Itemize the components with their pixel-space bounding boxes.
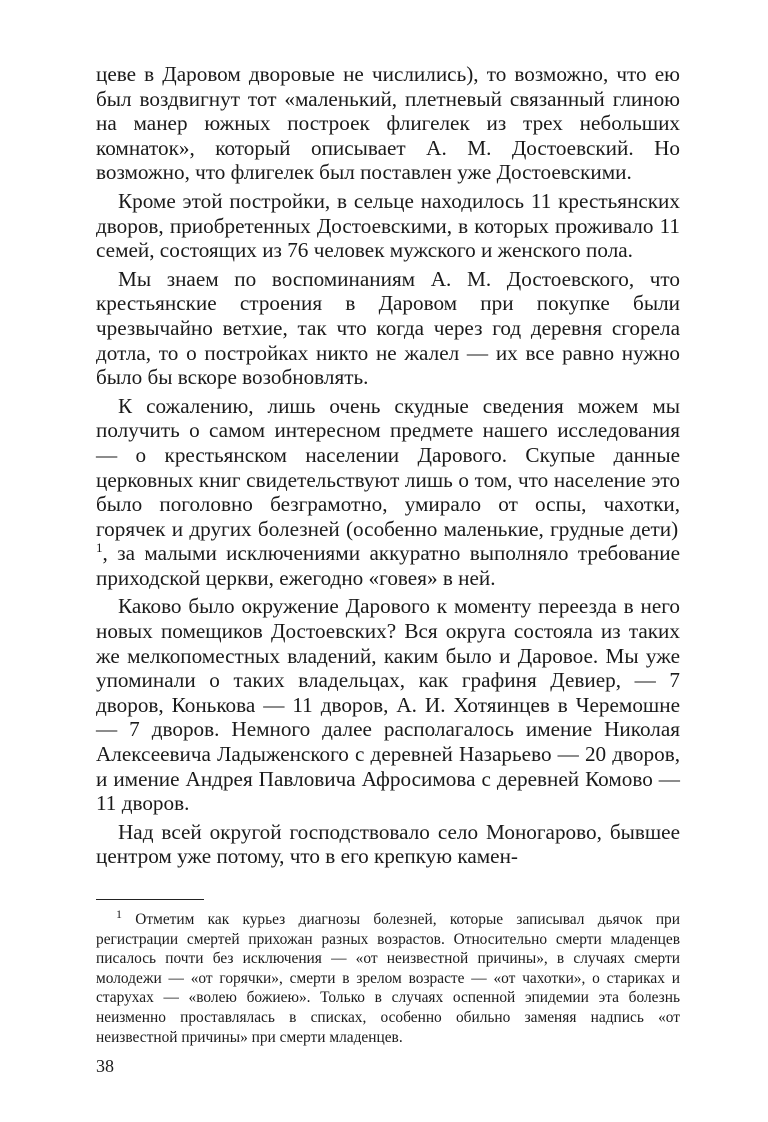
paragraph-4-text: К сожалению, лишь очень скудные сведения можем мы получить о самом интересном предмете нашего исследования — о крестьянском населении Дарового. Скупые данные церковных книг свидетельствуют лишь о том, что население это было поголовно безграмотно, умирало от оспы, чахотки, горячек и других болезней (особенно маленькие, грудные дети) <box>96 393 680 541</box>
paragraph-2: Кроме этой постройки, в сельце находилось 11 крестьянских дворов, приобретенных Достоевскими, в которых проживало 11 семей, состоящих из 76 человек мужского и женского пола. <box>96 188 680 263</box>
footnote <box>96 906 680 1047</box>
book-page <box>96 62 680 1077</box>
footnote-divider <box>96 899 204 900</box>
paragraph-5: Каково было окружение Дарового к моменту переезда в него новых помещиков Достоевских? Вся округа состояла из таких же мелкопоместных владений, каким было и Даровое. Мы уже упоминали о таких владельцах, как графиня Девиер, — 7 дворов, Конькова — 11 дворов, А. И. Хотяинцев в Черемошне — 7 дворов. Немного далее располагалось имение Николая Алексеевича Ладыженского с деревней Назарьево — 20 дворов, и имение Андрея Павловича Афросимова с деревней Комово — 11 дворов. <box>96 594 680 816</box>
footnote-text: Отметим как курьез диагнозы болезней, которые записывал дьячок при регистрации смертей прихожан разных возрастов. Относительно смерти младенцев писалось почти без исключения — «от неизвестной причины», в случаях смерти молодежи — «от горячки», смерти в зрелом возрасте — «от чахотки», о стариках и старухах — «волею божиею». Только в случаях оспенной эпидемии эта болезнь неизменно проставлялась в списках, особенно обильно заменяя надпись «от неизвестной причины» при смерти младенцев. <box>96 911 680 1046</box>
page-number: 38 <box>96 1056 114 1077</box>
paragraph-1: цеве в Даровом дворовые не числились), то возможно, что ею был воздвигнут тот «маленький, плетневый связанный глиною на манер южных построек флигелек из трех небольших комнаток», который описывает А. М. Достоевский. Но возможно, что флигелек был поставлен уже Достоевскими. <box>96 62 680 185</box>
footnote-mark: 1 <box>116 906 122 921</box>
paragraph-3: Мы знаем по воспоминаниям А. М. Достоевского, что крестьянские строения в Даровом при покупке были чрезвычайно ветхие, так что когда через год деревня сгорела дотла, то о постройках никто не жалел — их все равно нужно было бы вскоре возобновлять. <box>96 266 680 390</box>
paragraph-6: Над всей округой господствовало село Моногарово, бывшее центром уже потому, что в его крепкую камен- <box>96 819 680 869</box>
paragraph-4 <box>96 394 680 591</box>
footnote-reference: 1 <box>96 540 103 556</box>
paragraph-4-tail: , за малыми исключениями аккуратно выполняло требование приходской церкви, ежегодно «говея» в ней. <box>96 541 680 590</box>
main-text <box>96 62 680 869</box>
